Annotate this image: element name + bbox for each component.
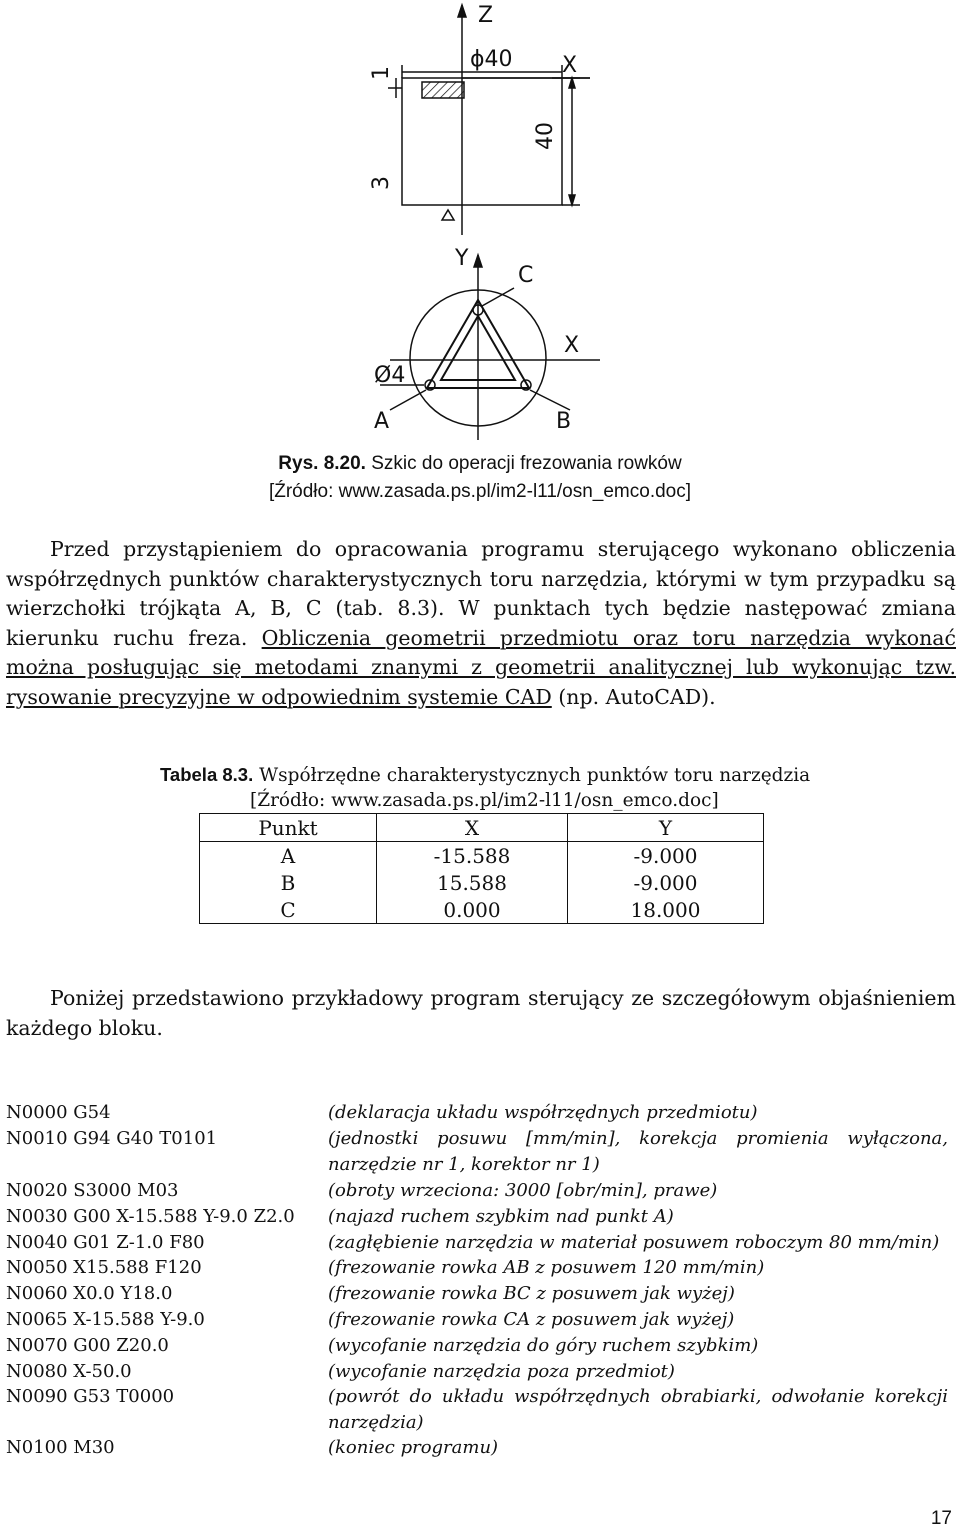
table-cell: 18.000 — [568, 896, 764, 924]
program-code-line: N0020 S3000 M03 — [6, 1180, 179, 1201]
y-axis-label: Y — [455, 246, 469, 271]
table-header-row — [200, 814, 764, 842]
point-a-label: A — [374, 409, 390, 434]
program-code-line: N0100 M30 — [6, 1437, 115, 1458]
program-comment: (frezowanie rowka CA z posuwem jak wyżej) — [328, 1309, 735, 1330]
table-cell: 0.000 — [377, 896, 568, 924]
program-comment: (frezowanie rowka BC z posuwem jak wyżej) — [328, 1283, 735, 1304]
table-title: Współrzędne charakterystycznych punktów toru narzędzia — [259, 765, 811, 786]
table-cell: A — [200, 842, 377, 870]
program-comment: (obroty wrzeciona: 3000 [obr/min], prawe) — [328, 1180, 718, 1201]
table-source: [Źródło: www.zasada.ps.pl/im2-l11/osn_emco.doc] — [250, 790, 719, 811]
program-comment: (koniec programu) — [328, 1437, 499, 1458]
figure-title: Szkic do operacji frezowania rowków — [371, 453, 682, 474]
program-code-line: N0060 X0.0 Y18.0 — [6, 1283, 173, 1304]
z-axis-label: Z — [478, 3, 494, 28]
figure-caption — [150, 453, 810, 475]
x-axis-label-bottom: X — [564, 333, 580, 358]
table-cell: C — [200, 896, 377, 924]
program-listing — [0, 1100, 960, 1480]
table-number: Tabela 8.3. — [160, 764, 254, 785]
program-code-line: N0070 G00 Z20.0 — [6, 1335, 169, 1356]
figure-source: [Źródło: www.zasada.ps.pl/im2-l11/osn_emco.doc] — [268, 481, 692, 502]
program-code-line: N0000 G54 — [6, 1102, 111, 1123]
figure-number: Rys. 8.20. — [278, 453, 366, 474]
program-comment: (powrót do układu współrzędnych obrabiarki, odwołanie korekcji narzędzia) — [328, 1386, 948, 1433]
diameter-label: ϕ40 — [470, 47, 513, 72]
table-cell: 15.588 — [377, 869, 568, 896]
program-code-line: N0065 X-15.588 Y-9.0 — [6, 1309, 205, 1330]
program-code-line: N0040 G01 Z-1.0 F80 — [6, 1232, 205, 1253]
program-comment: (najazd ruchem szybkim nad punkt A) — [328, 1206, 674, 1227]
program-comment: (wycofanie narzędzia do góry ruchem szybkim) — [328, 1335, 759, 1356]
table-cell: -9.000 — [568, 869, 764, 896]
table-cell: -9.000 — [568, 842, 764, 870]
table-caption — [160, 764, 820, 786]
program-code-line: N0080 X-50.0 — [6, 1361, 132, 1382]
table-cell: -15.588 — [377, 842, 568, 870]
program-code-line: N0050 X15.588 F120 — [6, 1257, 202, 1278]
program-code-line: N0090 G53 T0000 — [6, 1386, 175, 1407]
paragraph-intro-tail: (np. AutoCAD). — [551, 684, 716, 709]
height-dim-label: 40 — [533, 122, 558, 150]
table-header-cell: Y — [568, 814, 764, 842]
thickness-dim-label: 3 — [369, 176, 394, 190]
paragraph-intro — [6, 535, 956, 712]
table-header-cell: Punkt — [200, 814, 377, 842]
program-comment: (deklaracja układu współrzędnych przedmiotu) — [328, 1102, 758, 1123]
program-code-line: N0030 G00 X-15.588 Y-9.0 Z2.0 — [6, 1206, 295, 1227]
page-number: 17 — [930, 1508, 952, 1529]
table-row — [200, 869, 764, 896]
table-cell: B — [200, 869, 377, 896]
paragraph-program-intro: Poniżej przedstawiono przykładowy program sterujący ze szczegółowym objaśnieniem każdego bloku. — [6, 986, 956, 1040]
program-comment: (frezowanie rowka AB z posuwem 120 mm/min) — [328, 1257, 765, 1278]
paragraph-intro-underlined: Obliczenia geometrii przedmiotu oraz toru narzędzia wykonać można posługując się metodami znanymi z geometrii analitycznej lub wykonując tzw. rysowanie precyzyjne w odpowiednim systemie CAD — [6, 625, 956, 709]
tool-diameter-label: Ø4 — [374, 363, 406, 388]
point-c-label: C — [518, 263, 534, 288]
program-comment: (wycofanie narzędzia poza przedmiot) — [328, 1361, 675, 1382]
table-header-cell: X — [377, 814, 568, 842]
technical-drawing — [300, 0, 660, 440]
coordinates-table — [199, 813, 764, 924]
depth-dim-label: 1 — [369, 66, 394, 80]
table-row — [200, 842, 764, 870]
table-row — [200, 896, 764, 924]
program-code-line: N0010 G94 G40 T0101 — [6, 1128, 218, 1149]
program-comment: (zagłębienie narzędzia w materiał posuwem roboczym 80 mm/min) — [328, 1232, 940, 1253]
x-axis-label-top: X — [562, 53, 578, 78]
paragraph-intro-text: Przed przystąpieniem do opracowania programu sterującego wykonano obliczenia współrzędnych punktów charakterystycznych toru narzędzia, którymi w tym przypadku są wierzchołki trójkąta A, B, C (tab. 8.3). W punktach tych będzie następować zmiana kierunku ruchu freza. — [6, 537, 956, 650]
point-b-label: B — [556, 409, 572, 434]
program-comment: (jednostki posuwu [mm/min], korekcja promienia wyłączona, narzędzie nr 1, korektor nr 1) — [328, 1128, 948, 1175]
